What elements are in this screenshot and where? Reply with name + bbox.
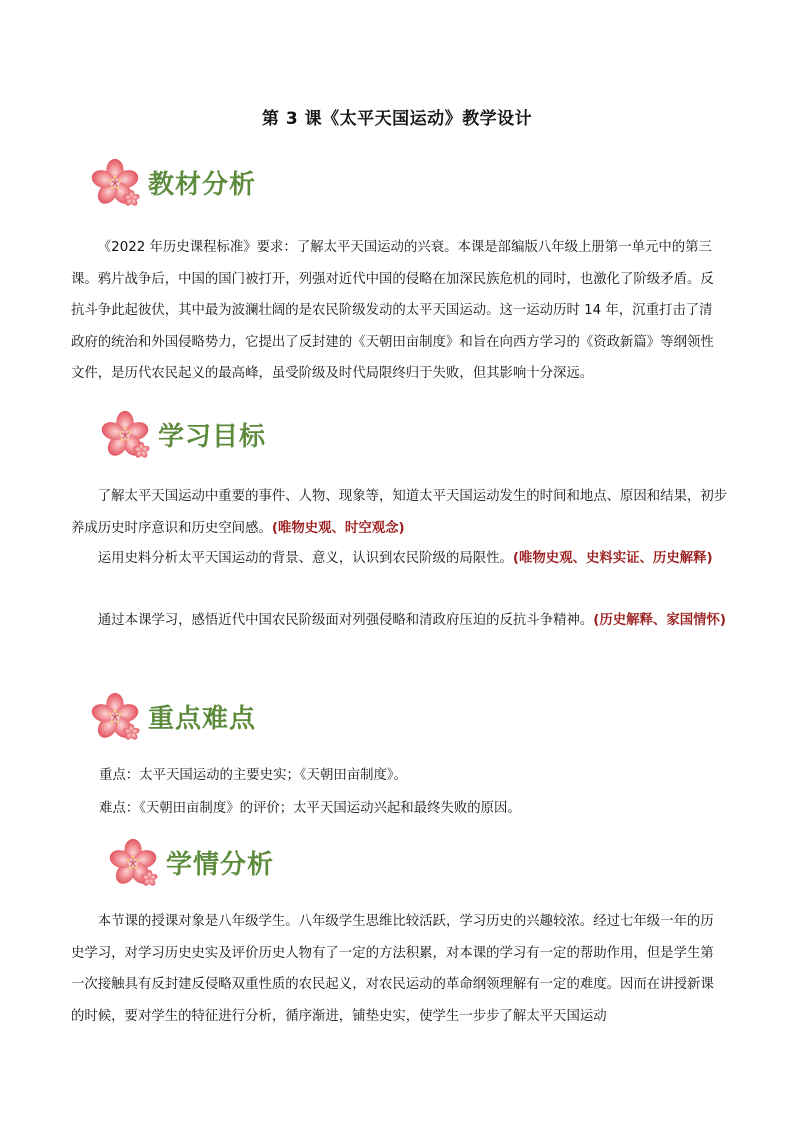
section-heading-goals xyxy=(96,408,266,460)
page-title: 第 3 课《太平天国运动》教学设计 xyxy=(261,109,533,129)
section-heading-key-points xyxy=(86,690,256,742)
goal-text: 了解太平天国运动中重要的事件、人物、现象等，知道太平天国运动发生的时间和地点、原因和结果，初步养成历史时序意识和历史空间感。 xyxy=(71,489,728,536)
section-heading-label: 教材分析 xyxy=(148,169,257,200)
section-heading-analysis xyxy=(86,156,256,208)
goal-text: 通过本课学习，感悟近代中国农民阶级面对列强侵略和清政府压迫的反抗斗争精神。 xyxy=(97,613,594,628)
plum-blossom-icon xyxy=(96,408,154,460)
literacy-tag: (唯物史观、史料实证、历史解释) xyxy=(512,551,713,566)
students-paragraph: 本节课的授课对象是八年级学生。八年级学生思维比较活跃，学习历史的兴趣较浓。经过七年级一年的历史学习，对学习历史史实及评价历史人物有了一定的方法积累，对本课的学习有一定的帮助作用，但是学生第一次接触具有反封建反侵略双重性质的农民起义，对农民运动的革命纲领理解有一定的难度。因而在讲授新课的时候，要对学生的特征进行分析，循序渐进，铺垫史实，使学生一步步了解太平天国运动 xyxy=(71,914,714,1024)
literacy-tag: (唯物史观、时空观念) xyxy=(271,520,405,536)
goal-item xyxy=(71,605,731,637)
section-heading-students xyxy=(104,836,274,888)
plum-blossom-icon xyxy=(86,690,144,742)
difficult-point-text: 难点：《天朝田亩制度》的评价；太平天国运动兴起和最终失败的原因。 xyxy=(99,801,521,816)
analysis-paragraph: 《2022 年历史课程标准》要求：了解太平天国运动的兴衰。本课是部编版八年级上册第一单元中的第三课。鸦片战争后，中国的国门被打开，列强对近代中国的侵略在加深民族危机的同时，也激化了阶级矛盾。反抗斗争此起彼伏，其中最为波澜壮阔的是农民阶级发动的太平天国运动。这一运动历时 14 年，沉重打击了清政府的统治和外国侵略势力，它提出了反封建的《天朝田亩制度》和旨在向西方学习的《资政新篇》等纲领性文件，是历代农民起义的最高峰，虽受阶级及时代局限终归于失败，但其影响十分深远。 xyxy=(71,240,714,381)
section-heading-label: 学情分析 xyxy=(166,849,275,880)
goal-item xyxy=(71,481,731,544)
plum-blossom-icon xyxy=(104,836,162,888)
plum-blossom-icon xyxy=(86,156,144,208)
key-point-text: 重点：太平天国运动的主要史实；《天朝田亩制度》。 xyxy=(99,768,407,783)
goal-item xyxy=(71,543,731,575)
section-heading-label: 重点难点 xyxy=(148,703,257,734)
section-heading-label: 学习目标 xyxy=(158,421,267,452)
goal-text: 运用史料分析太平天国运动的背景、意义，认识到农民阶级的局限性。 xyxy=(97,551,513,566)
literacy-tag: (历史解释、家国情怀) xyxy=(593,613,727,628)
